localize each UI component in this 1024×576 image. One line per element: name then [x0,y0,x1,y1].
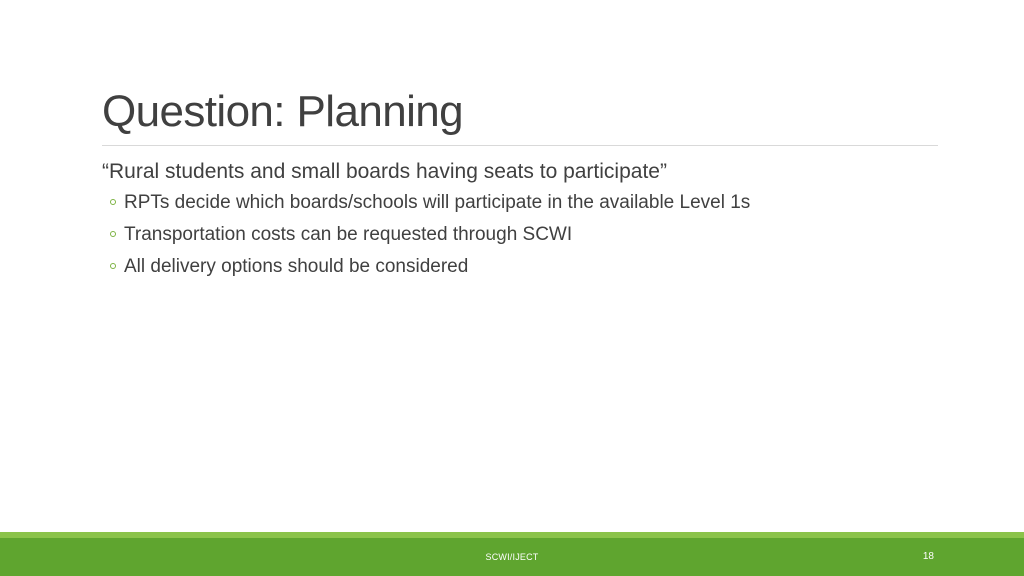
list-item [102,219,938,251]
footer-text: SCWI/IJECT [485,552,539,562]
slide-body [102,157,938,283]
circle-bullet-icon [110,231,116,237]
sub-point-text: RPTs decide which boards/schools will participate in the available Level 1s [124,192,751,213]
sub-point-text: All delivery options should be considered [124,256,469,277]
page-number: 18 [922,551,934,562]
list-item [102,187,938,219]
sub-point-list [102,187,938,283]
circle-bullet-icon [110,199,116,205]
main-point: “Rural students and small boards having seats to participate” [102,160,667,183]
sub-point-text: Transportation costs can be requested through SCWI [124,224,573,245]
footer-bar [0,538,1024,576]
title-divider [102,145,938,146]
circle-bullet-icon [110,263,116,269]
list-item [102,251,938,283]
slide-title: Question: Planning [102,87,464,136]
